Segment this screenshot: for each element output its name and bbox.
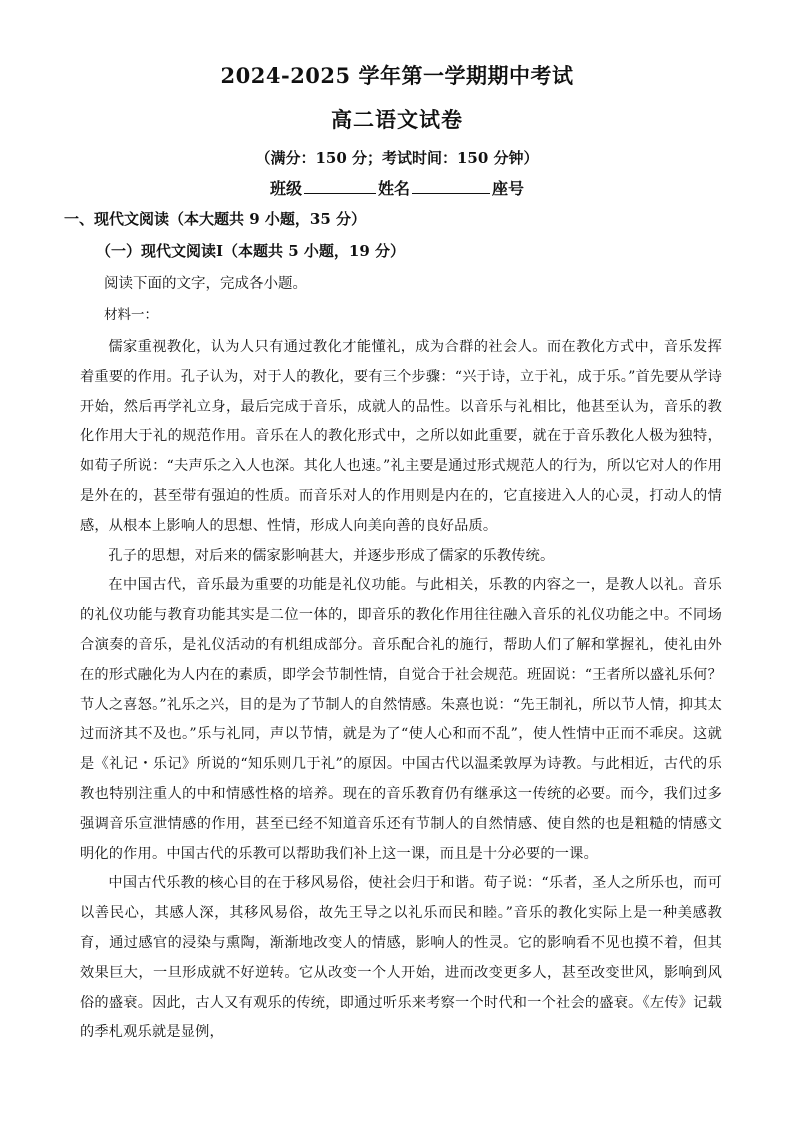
paragraph: 中国古代乐教的核心目的在于移风易俗，使社会归于和谐。荀子说：“乐者，圣人之所乐也，而可以善民心，其感人深，其移风易俗，故先王导之以礼乐而民和睦。”音乐的教化实际上是一种美感教育，通过感官的浸染与熏陶，渐渐地改变人的情感，影响人的性灵。它的影响看不见也摸不着，但其效果巨大，一旦形成就不好逆转。它从改变一个人开始，进而改变更多人，甚至改变世风，影响到风俗的盛衰。因此，古人又有观乐的传统，即通过听乐来考察一个时代和一个社会的盛衰。《左传》记载的季札观乐就是显例，	[80, 875, 722, 1041]
exam-info: （满分：150 分；考试时间：150 分钟）	[255, 149, 539, 167]
exam-title: 2024-2025 学年第一学期期中考试	[220, 63, 574, 88]
subsection-heading: （一）现代文阅读Ⅰ（本题共 5 小题，19 分）	[96, 242, 405, 260]
section-heading: 一、现代文阅读（本大题共 9 小题，35 分）	[64, 210, 366, 228]
name-blank[interactable]	[412, 179, 490, 194]
paragraph: 在中国古代，音乐最为重要的功能是礼仪功能。与此相关，乐教的内容之一，是教人以礼。音乐的礼仪功能与教育功能其实是二位一体的，即音乐的教化作用往往融入音乐的礼仪功能之中。不同场合演奏的音乐，是礼仪活动的有机组成部分。音乐配合礼的施行，帮助人们了解和掌握礼，使礼由外在的形式融化为人内在的素质，即学会节制性情，自觉合于社会规范。班固说：“王者所以盛礼乐何？节人之喜怒。”礼乐之兴，目的是为了节制人的自然情感。朱熹也说：“先王制礼，所以节人情，抑其太过而济其不及也。”乐与礼同，声以节情，就是为了“使人心和而不乱”，使人性情中正而不乖戾。这就是《礼记・乐记》所说的“知乐则几于礼”的原因。中国古代以温柔敦厚为诗教。与此相近，古代的乐教也特别注重人的中和情感性格的培养。现在的音乐教育仍有继承这一传统的必要。而今，我们过多强调音乐宣泄情感的作用，甚至已经不知道音乐还有节制人的自然情感、使自然的也是粗糙的情感文明化的作用。中国古代的乐教可以帮助我们补上这一课，而且是十分必要的一课。	[80, 577, 722, 862]
reading-instruction: 阅读下面的文字，完成各小题。	[104, 276, 307, 292]
name-label: 姓名	[377, 179, 410, 198]
class-label: 班级	[269, 179, 302, 198]
paragraph: 孔子的思想，对后来的儒家影响甚大，并逐步形成了儒家的乐教传统。	[108, 547, 555, 564]
material-label: 材料一：	[104, 307, 158, 323]
exam-subtitle: 高二语文试卷	[331, 107, 463, 132]
reading-passage	[80, 333, 722, 1048]
class-blank[interactable]	[304, 179, 376, 194]
paragraph: 儒家重视教化，认为人只有通过教化才能懂礼，成为合群的社会人。而在教化方式中，音乐发挥着重要的作用。孔子认为，对于人的教化，要有三个步骤：“兴于诗，立于礼，成于乐。”首先要从学诗开始，然后再学礼立身，最后完成于音乐，成就人的品性。以音乐与礼相比，他甚至认为，音乐的教化作用大于礼的规范作用。音乐在人的教化形式中，之所以如此重要，就在于音乐教化人极为独特，如荀子所说：“夫声乐之入人也深。其化人也速。”礼主要是通过形式规范人的行为，所以它对人的作用是外在的，甚至带有强迫的性质。而音乐对人的作用则是内在的，它直接进入人的心灵，打动人的情感，从根本上影响人的思想、性情，形成人向美向善的良好品质。	[80, 339, 722, 534]
student-info-line	[0, 176, 794, 199]
seat-label: 座号	[492, 179, 525, 198]
